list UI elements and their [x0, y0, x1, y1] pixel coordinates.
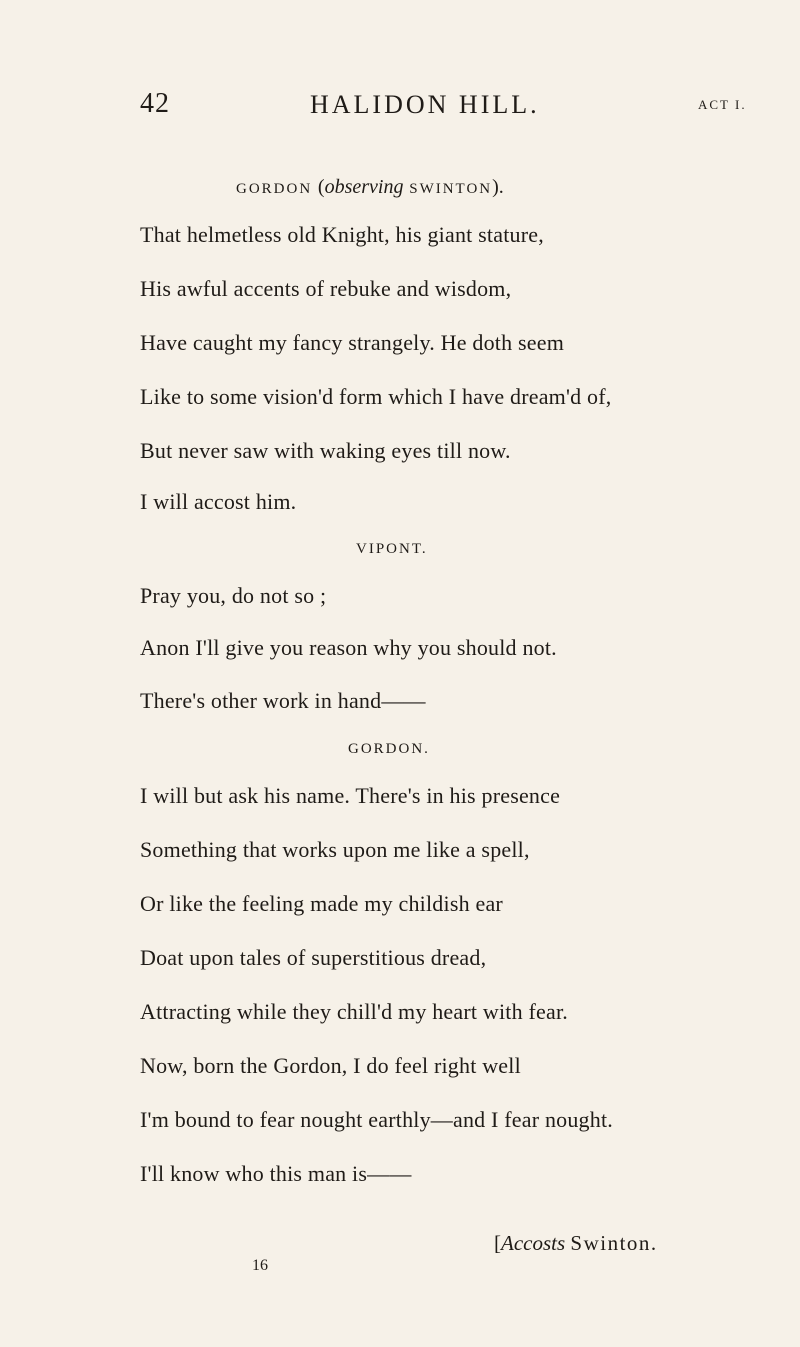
stage-direction-inline: observing	[324, 176, 404, 198]
verse-line: Now, born the Gordon, I do feel right well	[140, 1053, 521, 1078]
verse-line: His awful accents of rebuke and wisdom,	[140, 276, 512, 301]
stage-action: Accosts	[501, 1231, 566, 1255]
page-header	[0, 88, 800, 128]
direction-target: SWINTON	[409, 181, 493, 197]
direction-open: (	[317, 176, 325, 198]
verse-line: Attracting while they chill'd my heart with fear.	[140, 999, 568, 1024]
verse-line: Doat upon tales of superstitious dread,	[140, 945, 487, 970]
speaker-gordon-observing	[236, 176, 504, 199]
verse-line: I'll know who this man is——	[140, 1161, 412, 1186]
page-number: 42	[140, 88, 170, 119]
verse-line: Have caught my fancy strangely. He doth seem	[140, 330, 565, 355]
running-title: HALIDON HILL.	[310, 90, 540, 119]
act-label: ACT I.	[698, 97, 747, 112]
stage-direction-exit	[494, 1231, 658, 1256]
direction-close: ).	[492, 176, 504, 198]
verse-line: I will accost him.	[140, 489, 297, 514]
verse-line: Anon I'll give you reason why you should not.	[140, 635, 557, 660]
verse-line: Pray you, do not so ;	[140, 583, 327, 608]
verse-line: Like to some vision'd form which I have dream'd of,	[140, 384, 612, 409]
bracket: [	[494, 1231, 501, 1255]
verse-line: There's other work in hand——	[140, 688, 426, 713]
verse-line: That helmetless old Knight, his giant stature,	[140, 222, 544, 247]
verse-line: Or like the feeling made my childish ear	[140, 891, 503, 916]
speaker-name: GORDON	[236, 181, 313, 197]
verse-line: But never saw with waking eyes till now.	[140, 438, 511, 463]
verse-line: I will but ask his name. There's in his presence	[140, 783, 561, 808]
signature-mark: 16	[252, 1257, 268, 1274]
verse-line: I'm bound to fear nought earthly—and I fear nought.	[140, 1107, 613, 1132]
speaker-gordon: GORDON.	[348, 741, 430, 757]
verse-line: Something that works upon me like a spell,	[140, 837, 530, 862]
stage-target: Swinton.	[570, 1231, 658, 1255]
speaker-vipont: VIPONT.	[356, 541, 428, 557]
